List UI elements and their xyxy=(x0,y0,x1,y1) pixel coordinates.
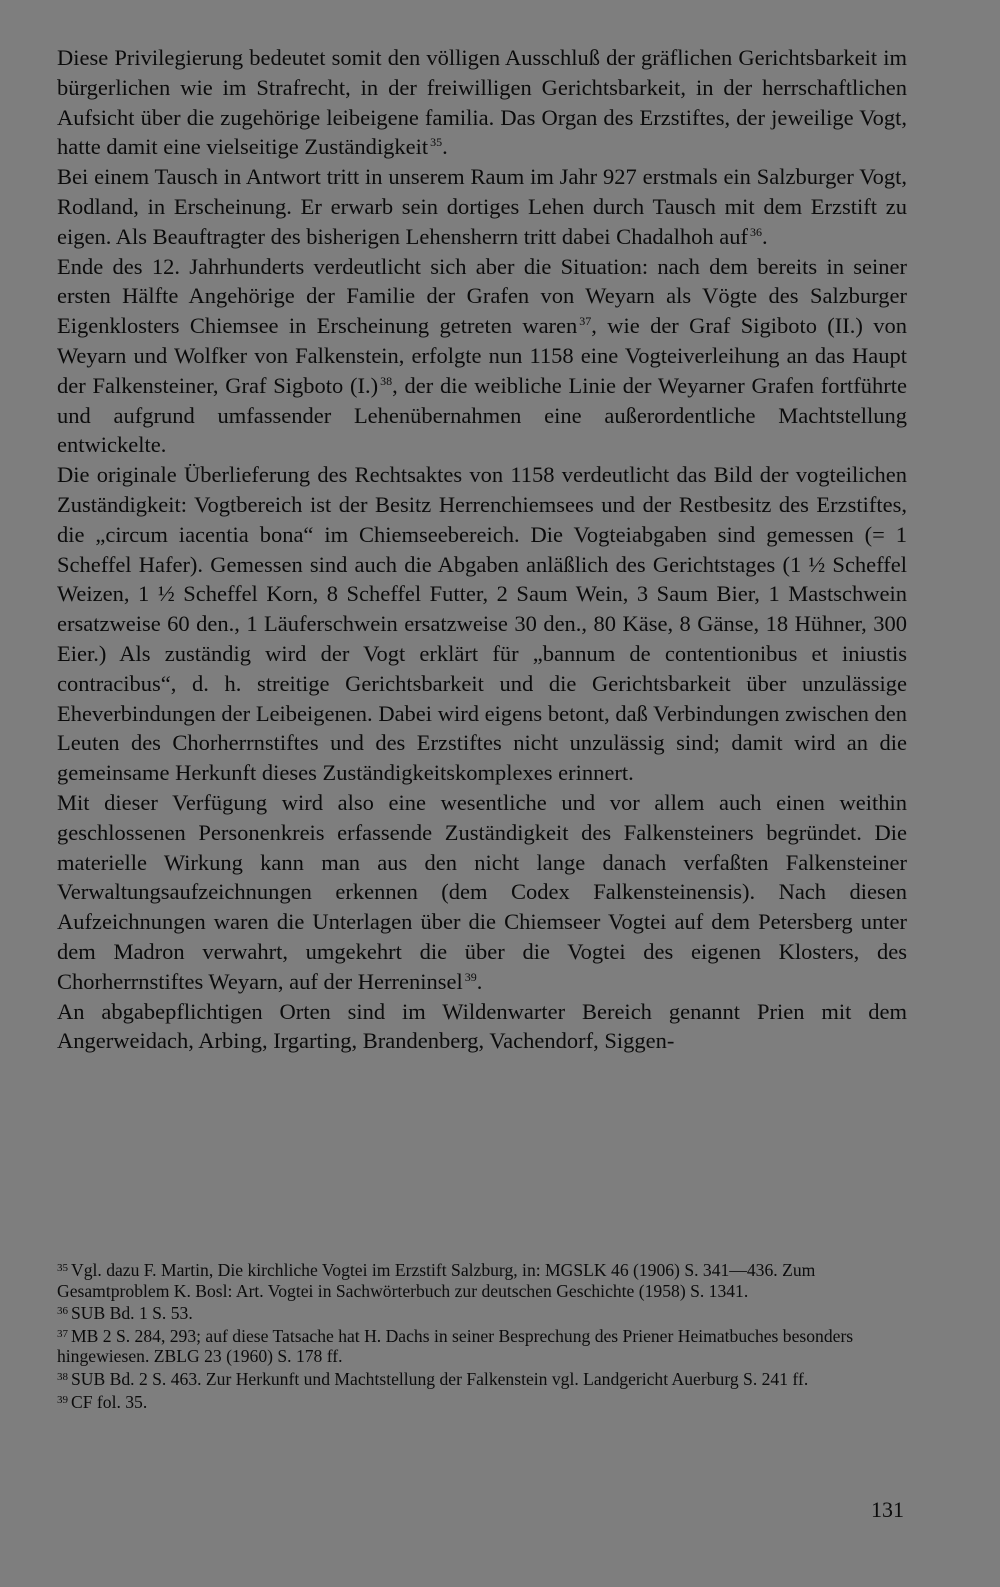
main-text xyxy=(57,43,907,1056)
paragraph-2-end: . xyxy=(762,223,768,249)
paragraph-2 xyxy=(57,162,907,251)
paragraph-5 xyxy=(57,788,907,997)
footnote-number: 35 xyxy=(57,1262,68,1274)
paragraph-1 xyxy=(57,43,907,162)
page-number: 131 xyxy=(871,1497,904,1522)
paragraph-1-end: . xyxy=(442,134,448,160)
footnote xyxy=(57,1324,907,1367)
footnote-ref-35: 35 xyxy=(430,135,443,150)
footnote xyxy=(57,1390,907,1413)
paragraph-5-text: Mit dieser Verfügung wird also eine wesentliche und vor allem auch einen weithin geschlossenen Personenkreis erfassende Zuständigkeit des Falkensteiners begründet. Die materielle Wirkung kann man aus den nicht lange danach verfaßten Falkensteiner Verwaltungsaufzeichnungen erkennen (dem Codex Falkensteinensis). Nach diesen Aufzeichnungen waren die Unterlagen über die Chiemseer Vogtei auf dem Petersberg unter dem Madron verwahrt, umgekehrt die über die Vogtei des eigenen Klosters, des Chorherrnstiftes Weyarn, auf der Herreninsel xyxy=(57,789,907,994)
footnote xyxy=(57,1258,907,1301)
footnote xyxy=(57,1367,907,1390)
footnote-ref-37: 37 xyxy=(579,314,592,329)
footnote-text: SUB Bd. 1 S. 53. xyxy=(71,1303,193,1324)
paragraph-3 xyxy=(57,252,907,461)
footnote-number: 36 xyxy=(57,1305,68,1318)
paragraph-5-end: . xyxy=(476,968,483,994)
paragraph-2-text: Bei einem Tausch in Antwort tritt in unserem Raum im Jahr 927 erstmals ein Salzburger Vogt, Rodland, in Erscheinung. Er erwarb sein dortiges Lehen durch Tausch mit dem Erzstift zu eigen. Als Beauftragter des bisherigen Lehensherrn tritt dabei Chadalhoh auf xyxy=(57,164,907,249)
footnote-number: 38 xyxy=(57,1370,68,1383)
footnote-ref-38: 38 xyxy=(380,373,393,388)
footnote-text: SUB Bd. 2 S. 463. Zur Herkunft und Machtstellung der Falkenstein vgl. Landgericht Auerburg S. 241 ff. xyxy=(71,1368,809,1389)
footnote-ref-39: 39 xyxy=(464,969,477,984)
footnote-ref-36: 36 xyxy=(750,224,763,239)
paragraph-3-text-c: , der die weibliche Linie der Weyarner Grafen fortführte und aufgrund umfassender Lehenübernahmen eine außerordentliche Machtstellung entwickelte. xyxy=(57,372,907,458)
paragraph-1-text: Diese Privilegierung bedeutet somit den völligen Ausschluß der gräflichen Gerichtsbarkeit im bürgerlichen wie im Strafrecht, in der freiwilligen Gerichtsbarkeit, in der herrschaftlichen Aufsicht über die zugehörige leibeigene familia. Das Organ des Erzstiftes, der jeweilige Vogt, hatte damit eine vielseitige Zuständigkeit xyxy=(57,45,907,160)
paragraph-3-text-b: , wie der Graf Sigiboto (II.) von Weyarn und Wolfker von Falkenstein, erfolgte nun 1158 eine Vogteiverleihung an das Haupt der Falkensteiner, Graf Sigboto (I.) xyxy=(57,313,907,398)
footnote-text: MB 2 S. 284, 293; auf diese Tatsache hat H. Dachs in seiner Besprechung des Priener Heimatbuches besonders hingewiesen. ZBLG 23 (1960) S. 178 ff. xyxy=(57,1325,854,1367)
paragraph-4: Die originale Überlieferung des Rechtsaktes von 1158 verdeutlicht das Bild der vogteilichen Zuständigkeit: Vogtbereich ist der Besitz Herrenchiemsees und der Restbesitz des Erzstiftes, die „circum iacentia bona“ im Chiemseebereich. Die Vogteiabgaben sind gemessen (= 1 Scheffel Hafer). Gemessen sind auch die Abgaben anläßlich des Gerichtstages (1 ½ Scheffel Weizen, 1 ½ Scheffel Korn, 8 Scheffel Futter, 2 Saum Wein, 3 Saum Bier, 1 Mastschwein ersatzweise 60 den., 1 Läuferschwein ersatzweise 30 den., 80 Käse, 8 Gänse, 18 Hühner, 300 Eier.) Als zuständig wird der Vogt erklärt für „bannum de contentionibus et iniustis contracibus“, d. h. streitige Gerichtsbarkeit und die Gerichtsbarkeit über unzulässige Eheverbindungen der Leibeigenen. Dabei wird eigens betont, daß Verbindungen zwischen den Leuten des Chorherrnstiftes und des Erzstiftes nicht unzulässig sind; damit wird an die gemeinsame Herkunft dieses Zuständigkeitskomplexes erinnert. xyxy=(57,462,907,786)
footnote xyxy=(57,1301,907,1324)
footnote-number: 37 xyxy=(57,1327,68,1340)
footnote-text: Vgl. dazu F. Martin, Die kirchliche Vogtei im Erzstift Salzburg, in: MGSLK 46 (1906) S. 341—436. Zum Gesamtproblem K. Bosl: Art. Vogtei in Sachwörterbuch zur deutschen Geschichte (1958) S. 1341. xyxy=(57,1260,816,1301)
paragraph-6: An abgabepflichtigen Orten sind im Wildenwarter Bereich genannt Prien mit dem Angerweidach, Arbing, Irgarting, Brandenberg, Vachendorf, Siggen- xyxy=(57,998,907,1054)
footnote-number: 39 xyxy=(57,1393,68,1406)
footnote-text: CF fol. 35. xyxy=(71,1391,148,1412)
paragraph-3-text-a: Ende des 12. Jahrhunderts verdeutlicht sich aber die Situation: nach dem bereits in seiner ersten Hälfte Angehörige der Familie der Grafen von Weyarn als Vögte des Salzburger Eigenklosters Chiemsee in Erscheinung getreten waren xyxy=(57,253,907,339)
footnotes xyxy=(57,1258,907,1412)
